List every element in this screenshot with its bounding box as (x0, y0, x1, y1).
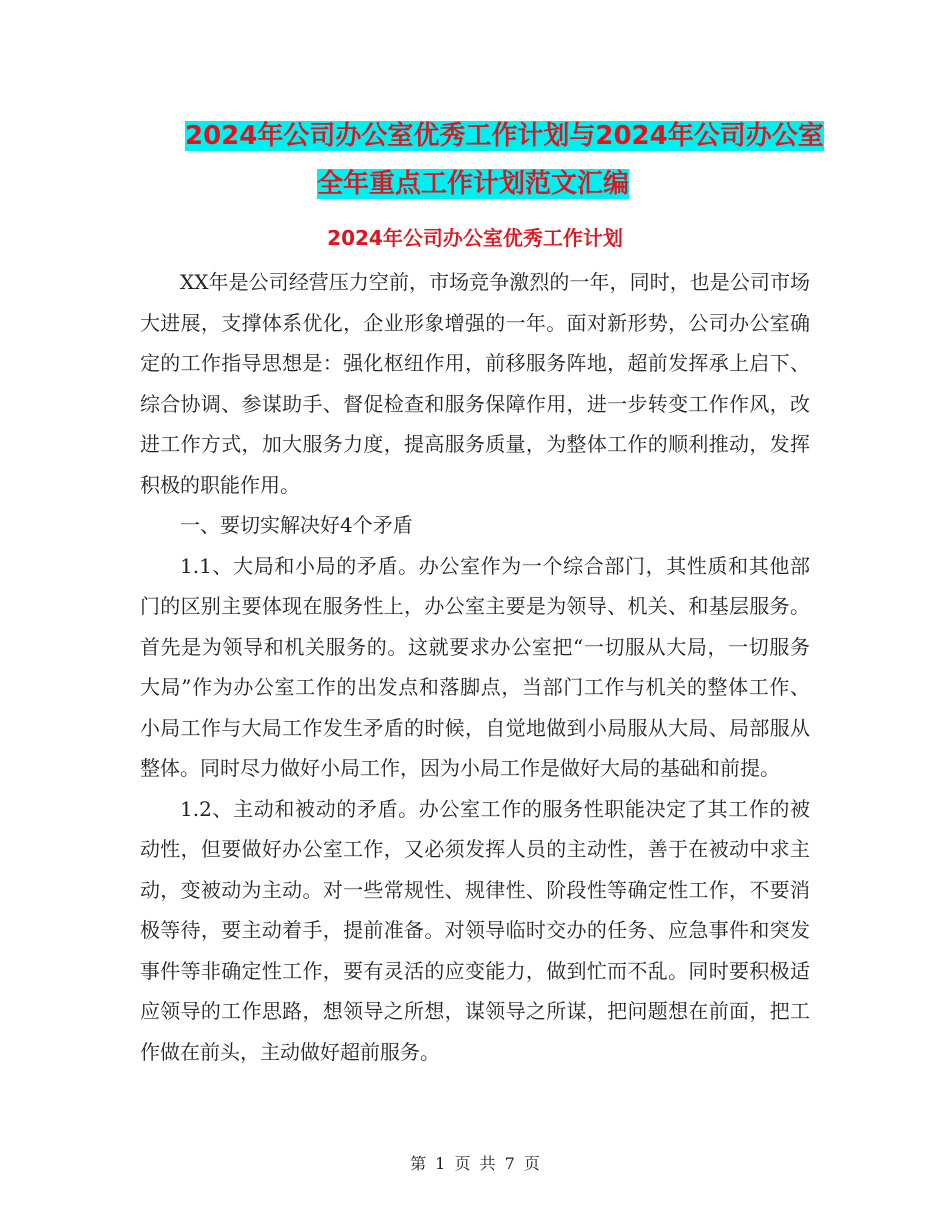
paragraph-intro: XX年是公司经营压力空前，市场竞争激烈的一年，同时，也是公司市场大进展，支撑体系优化，企业形象增强的一年。面对新形势，公司办公室确定的工作指导思想是：强化枢纽作用，前移服务阵地，超前发挥承上启下、综合协调、参谋助手、督促检查和服务保障作用，进一步转变工作作风，改进工作方式，加大服务力度，提高服务质量，为整体工作的顺利推动，发挥积极的职能作用。 (140, 270, 810, 497)
paragraph-1-2: 1.2、主动和被动的矛盾。办公室工作的服务性职能决定了其工作的被动性，但要做好办公室工作，又必须发挥人员的主动性，善于在被动中求主动，变被动为主动。对一些常规性、规律性、阶段性等确定性工作，不要消极等待，要主动着手，提前准备。对领导临时交办的任务、应急事件和突发事件等非确定性工作，要有灵活的应变能力，做到忙而不乱。同时要积极适应领导的工作思路，想领导之所想，谋领导之所谋，把问题想在前面，把工作做在前头，主动做好超前服务。 (140, 796, 810, 1064)
document-title (140, 112, 830, 208)
paragraph-heading: 一、要切实解决好4个矛盾 (180, 513, 413, 537)
document-body (140, 262, 810, 1072)
paragraph-1-1: 1.1、大局和小局的矛盾。办公室作为一个综合部门，其性质和其他部门的区别主要体现在服务性上，办公室主要是为领导、机关、和基层服务。首先是为领导和机关服务的。这就要求办公室把“一切服从大局，一切服务大局”作为办公室工作的出发点和落脚点，当部门工作与机关的整体工作、小局工作与大局工作发生矛盾的时候，自觉地做到小局服从大局、局部服从整体。同时尽力做好小局工作，因为小局工作是做好大局的基础和前提。 (140, 553, 810, 780)
title-line-2-text: 全年重点工作计划范文汇编 (317, 169, 630, 199)
title-line-2 (140, 160, 830, 208)
title-line-1 (140, 112, 830, 160)
section-title: 2024年公司办公室优秀工作计划 (327, 226, 623, 250)
title-line-1-text: 2024年公司办公室优秀工作计划与2024年公司办公室 (185, 121, 824, 151)
page-footer: 第 1 页 共 7 页 (410, 1154, 540, 1173)
